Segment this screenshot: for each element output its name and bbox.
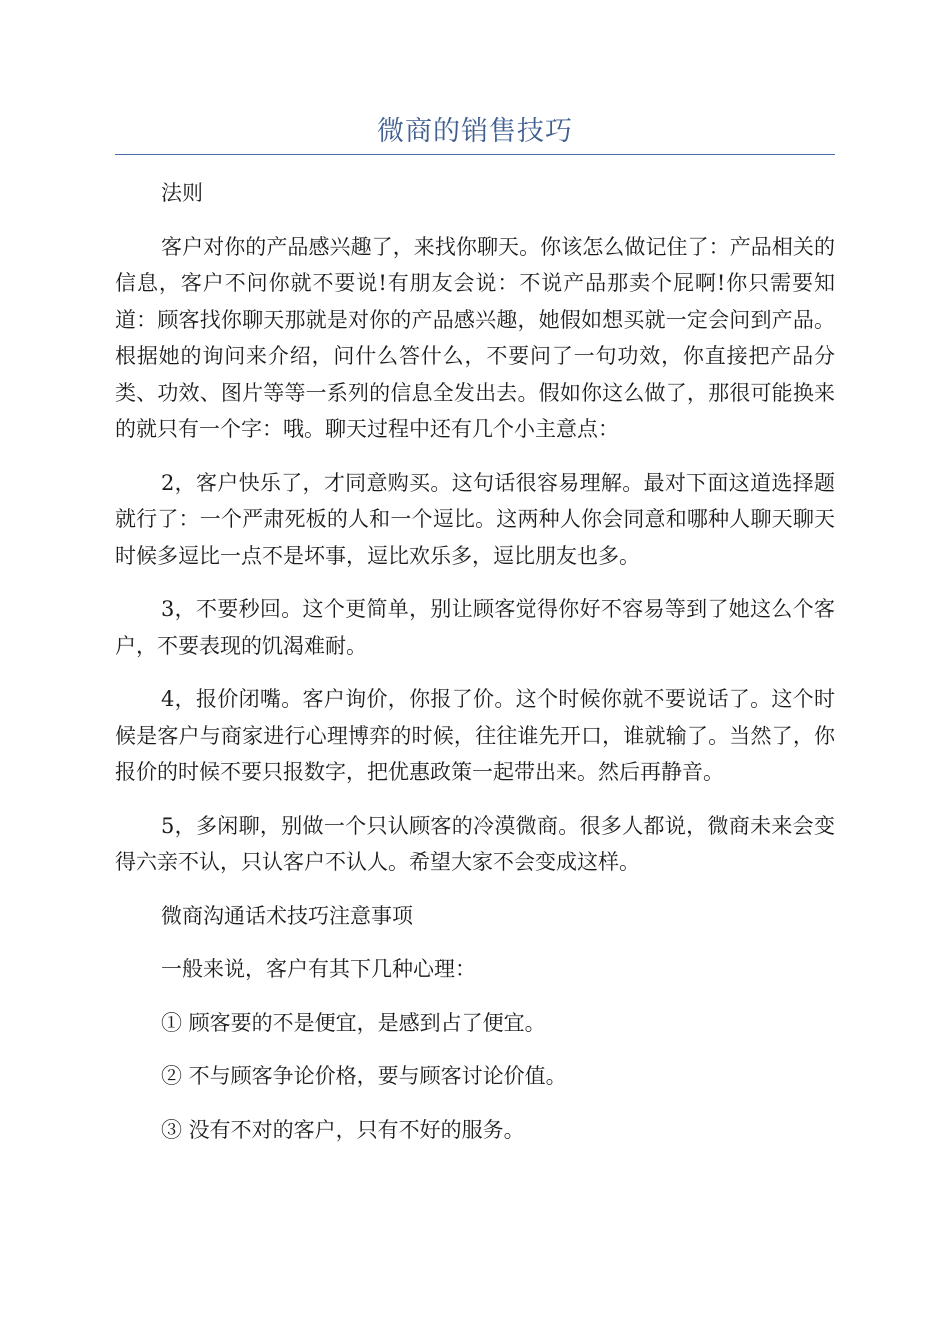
paragraph-section-heading: 微商沟通话术技巧注意事项 xyxy=(161,903,413,928)
document-title: 微商的销售技巧 xyxy=(377,116,573,147)
paragraph-point-2: 2，客户快乐了，才同意购买。这句话很容易理解。最对下面这道选择题就行了：一个严肃死板的人和一个逗比。这两种人你会同意和哪种人聊天聊天时候多逗比一点不是坏事，逗比欢乐多，逗比朋友也多。 xyxy=(115,470,835,568)
paragraph-point-5: 5，多闲聊，别做一个只认顾客的冷漠微商。很多人都说，微商未来会变得六亲不认，只认客户不认人。希望大家不会变成这样。 xyxy=(115,813,835,874)
document-body xyxy=(115,175,835,1165)
paragraph-point-4: 4，报价闭嘴。客户询价，你报了价。这个时候你就不要说话了。这个时候是客户与商家进行心理博弈的时候，往往谁先开口，谁就输了。当然了，你报价的时候不要只报数字，把优惠政策一起带出来。然后再静音。 xyxy=(115,687,835,784)
list-item-2: ② 不与顾客争论价格，要与顾客讨论价值。 xyxy=(161,1064,567,1088)
paragraph-heading-rules: 法则 xyxy=(161,181,203,205)
paragraph-customer-psychology: 一般来说，客户有其下几种心理： xyxy=(161,957,476,981)
paragraph-intro: 客户对你的产品感兴趣了，来找你聊天。你该怎么做记住了：产品相关的信息，客户不问你就不要说!有朋友会说：不说产品那卖个屁啊!你只需要知道：顾客找你聊天那就是对你的产品感兴趣，她假如想买就一定会问到产品。根据她的询问来介绍，问什么答什么，不要问了一句功效，你直接把产品分类、功效、图片等等一系列的信息全发出去。假如你这么做了，那很可能换来的就只有一个字：哦。聊天过程中还有几个小主意点： xyxy=(115,234,835,441)
list-item-3: ③ 没有不对的客户，只有不好的服务。 xyxy=(161,1117,525,1142)
paragraph-point-3: 3，不要秒回。这个更简单，别让顾客觉得你好不容易等到了她这么个客户，不要表现的饥渴难耐。 xyxy=(115,597,835,658)
title-underline xyxy=(115,154,835,155)
list-item-1: ① 顾客要的不是便宜，是感到占了便宜。 xyxy=(161,1010,546,1035)
